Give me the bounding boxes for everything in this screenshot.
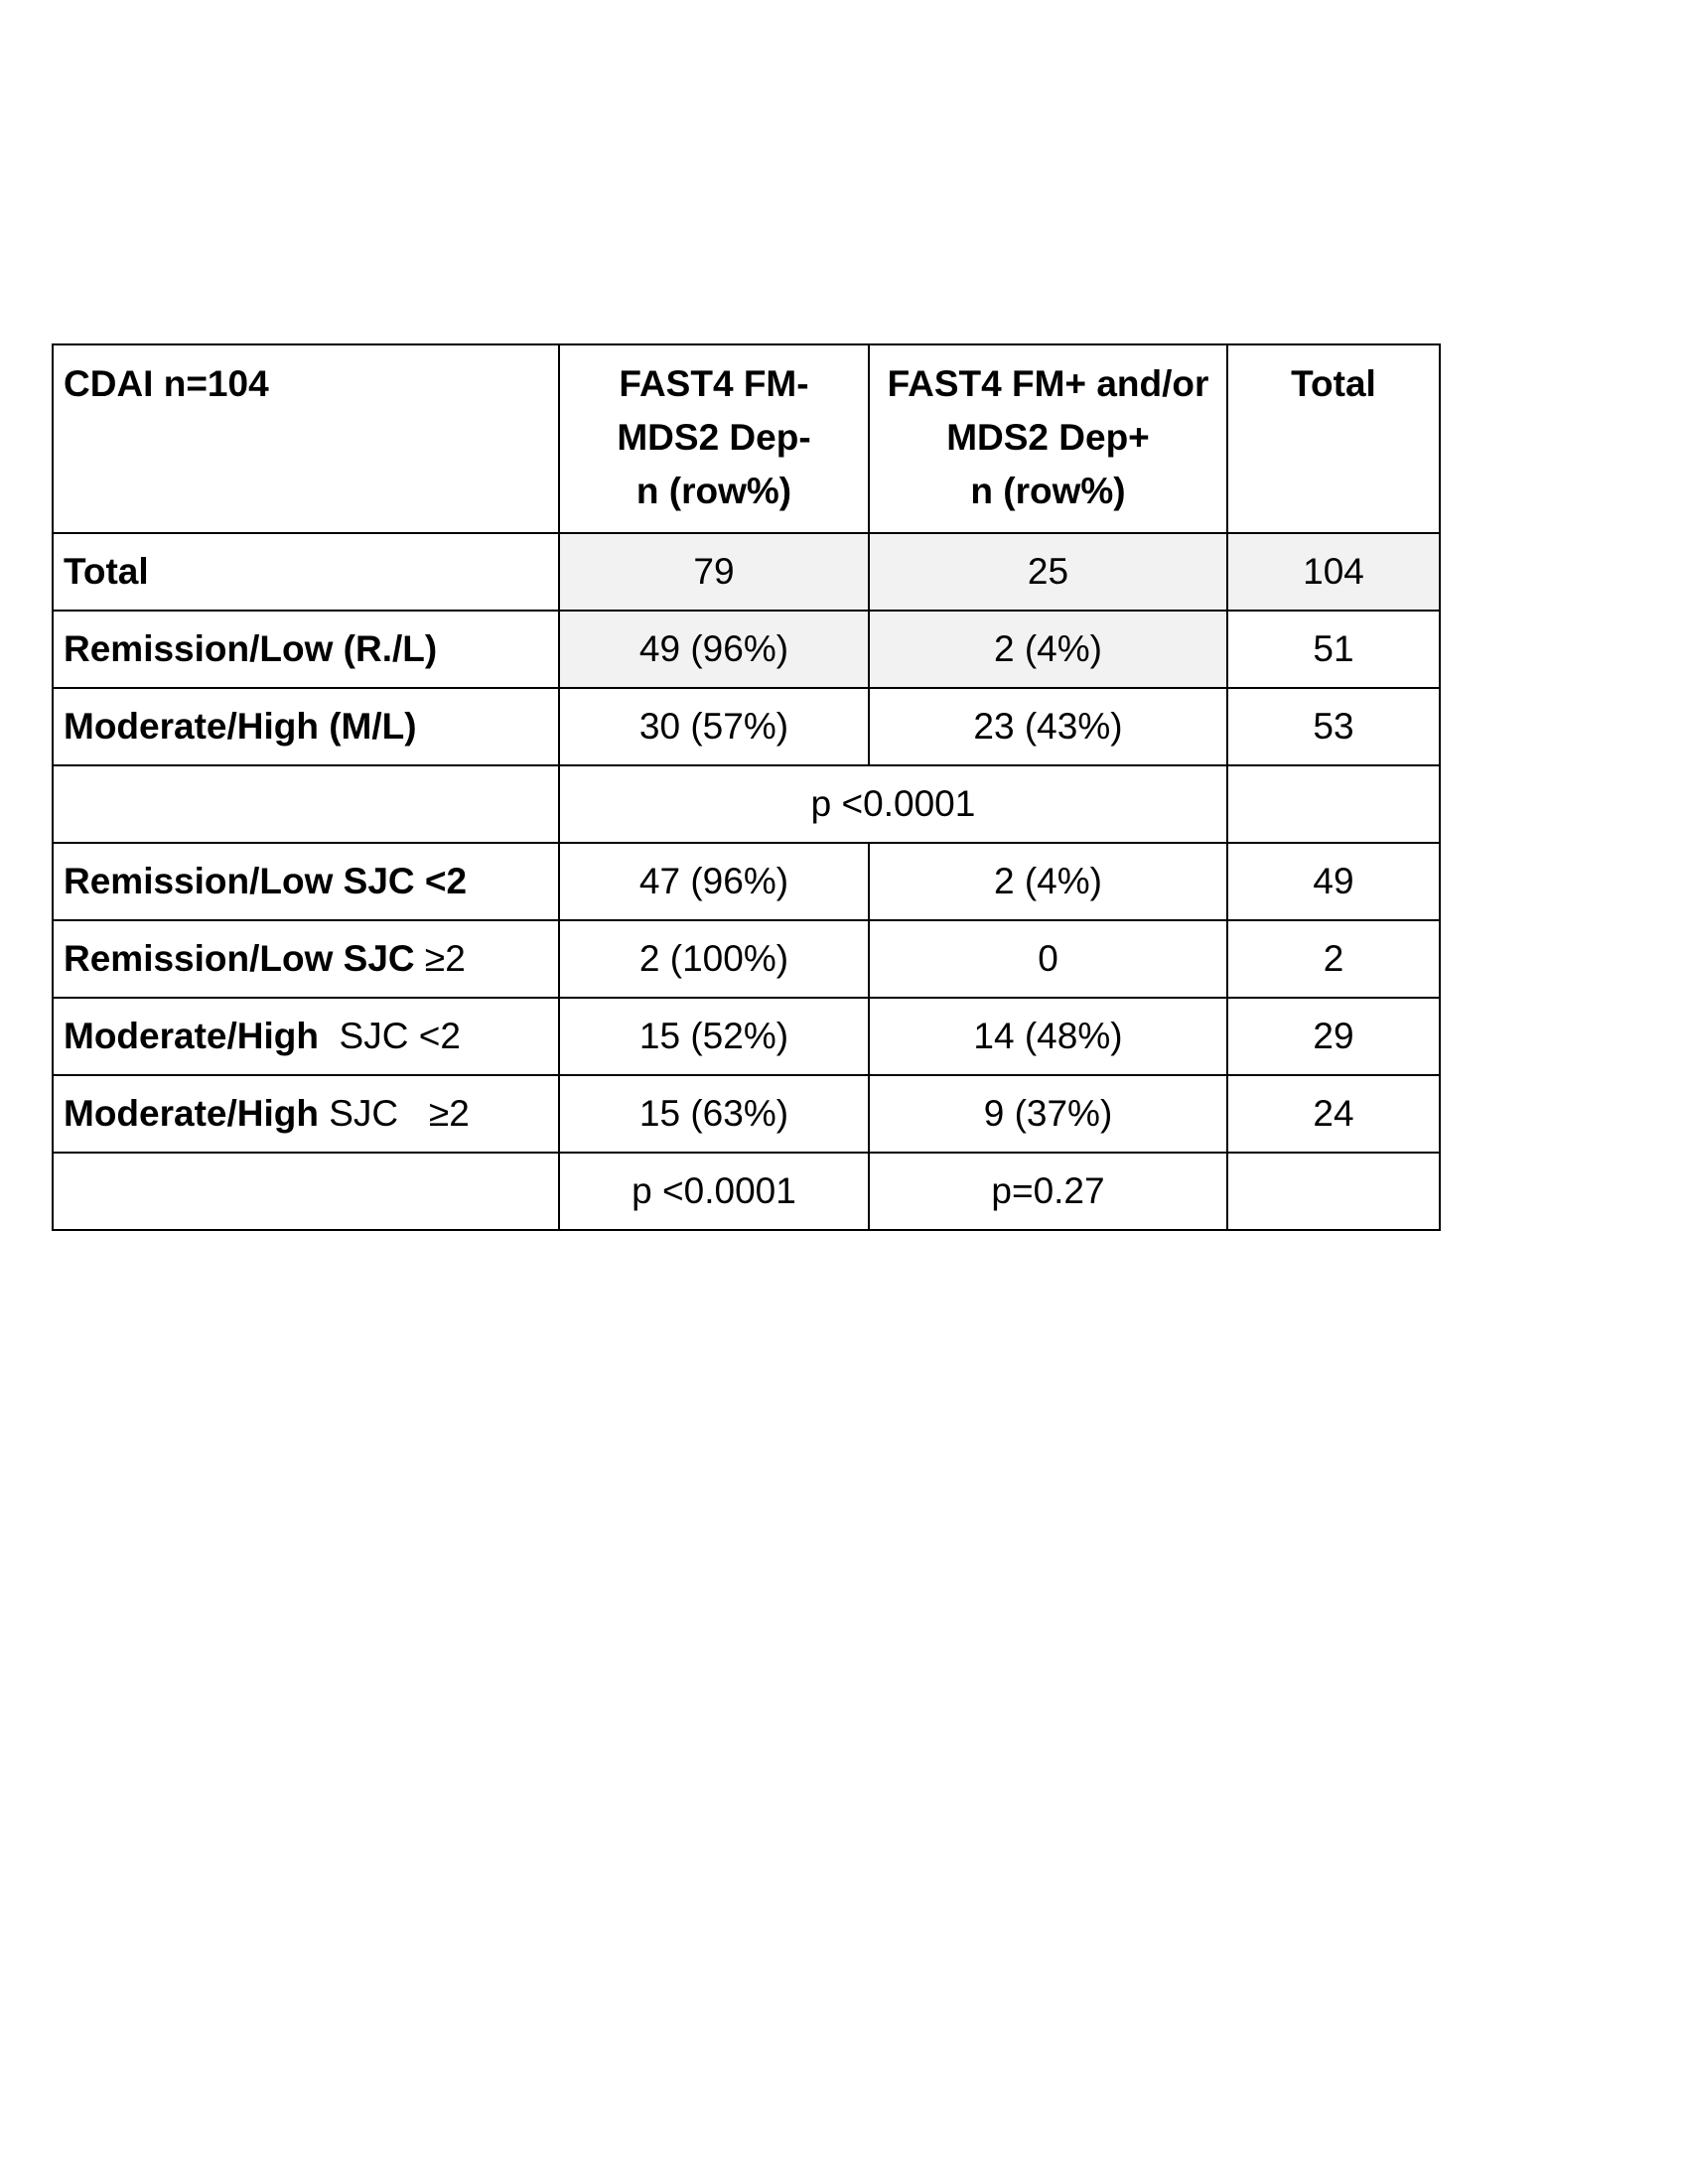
cell-neg: 2 (100%) [559, 920, 869, 998]
row-label-bold: Remission/Low SJC <2 [64, 860, 468, 901]
header-pos-line-2: MDS2 Dep+ [946, 417, 1150, 458]
table-row [53, 688, 1440, 765]
pvalue-pos: p=0.27 [869, 1153, 1227, 1230]
pvalue-neg: p <0.0001 [559, 1153, 869, 1230]
header-neg-line-2: MDS2 Dep- [617, 417, 811, 458]
cell-neg: 47 (96%) [559, 843, 869, 920]
row-label-normal: SJC ≥2 [318, 1092, 470, 1134]
pvalue-combined: p <0.0001 [559, 765, 1227, 843]
row-label-normal: SJC <2 [318, 1015, 461, 1056]
cell-pos: 14 (48%) [869, 998, 1227, 1075]
cell-total: 29 [1227, 998, 1440, 1075]
header-neg-line-1: FAST4 FM- [619, 363, 809, 404]
cell-total: 51 [1227, 611, 1440, 688]
table-row [53, 611, 1440, 688]
table-row [53, 998, 1440, 1075]
table-row [53, 1075, 1440, 1153]
pvalue-row-split [53, 1153, 1440, 1230]
cell-neg: 79 [559, 533, 869, 611]
cell-pos: 9 (37%) [869, 1075, 1227, 1153]
header-row [53, 344, 1440, 533]
cell-total: 104 [1227, 533, 1440, 611]
table-row [53, 843, 1440, 920]
table-row [53, 920, 1440, 998]
cell-total: 49 [1227, 843, 1440, 920]
cell-total: 24 [1227, 1075, 1440, 1153]
cell-total: 53 [1227, 688, 1440, 765]
cell-pos: 2 (4%) [869, 611, 1227, 688]
header-neg-line-3: n (row%) [635, 471, 792, 511]
row-label: Total [53, 533, 559, 611]
cell-total: 2 [1227, 920, 1440, 998]
row-label-bold: Remission/Low SJC [64, 937, 415, 979]
pvalue-row-combined [53, 765, 1440, 843]
row-label-bold: Moderate/High [64, 1015, 319, 1056]
cdai-contingency-table [52, 343, 1441, 1231]
row-label [53, 1075, 559, 1153]
header-pos-line-1: FAST4 FM+ and/or [887, 363, 1209, 404]
header-corner: CDAI n=104 [53, 344, 559, 533]
cell-pos: 23 (43%) [869, 688, 1227, 765]
cell-pos: 25 [869, 533, 1227, 611]
cell-neg: 15 (52%) [559, 998, 869, 1075]
header-fast4-positive [869, 344, 1227, 533]
row-label [53, 920, 559, 998]
empty-cell [1227, 1153, 1440, 1230]
row-label: Moderate/High (M/L) [53, 688, 559, 765]
table-row [53, 533, 1440, 611]
empty-cell [53, 1153, 559, 1230]
cell-neg: 30 (57%) [559, 688, 869, 765]
row-label: Remission/Low (R./L) [53, 611, 559, 688]
row-label-bold: Moderate/High [64, 1092, 319, 1134]
header-total: Total [1227, 344, 1440, 533]
cell-neg: 49 (96%) [559, 611, 869, 688]
row-label [53, 998, 559, 1075]
row-label [53, 843, 559, 920]
header-pos-line-3: n (row%) [970, 471, 1126, 511]
header-fast4-negative [559, 344, 869, 533]
row-label-normal: ≥2 [414, 937, 466, 979]
empty-cell [1227, 765, 1440, 843]
cell-pos: 2 (4%) [869, 843, 1227, 920]
empty-cell [53, 765, 559, 843]
cell-pos: 0 [869, 920, 1227, 998]
cell-neg: 15 (63%) [559, 1075, 869, 1153]
